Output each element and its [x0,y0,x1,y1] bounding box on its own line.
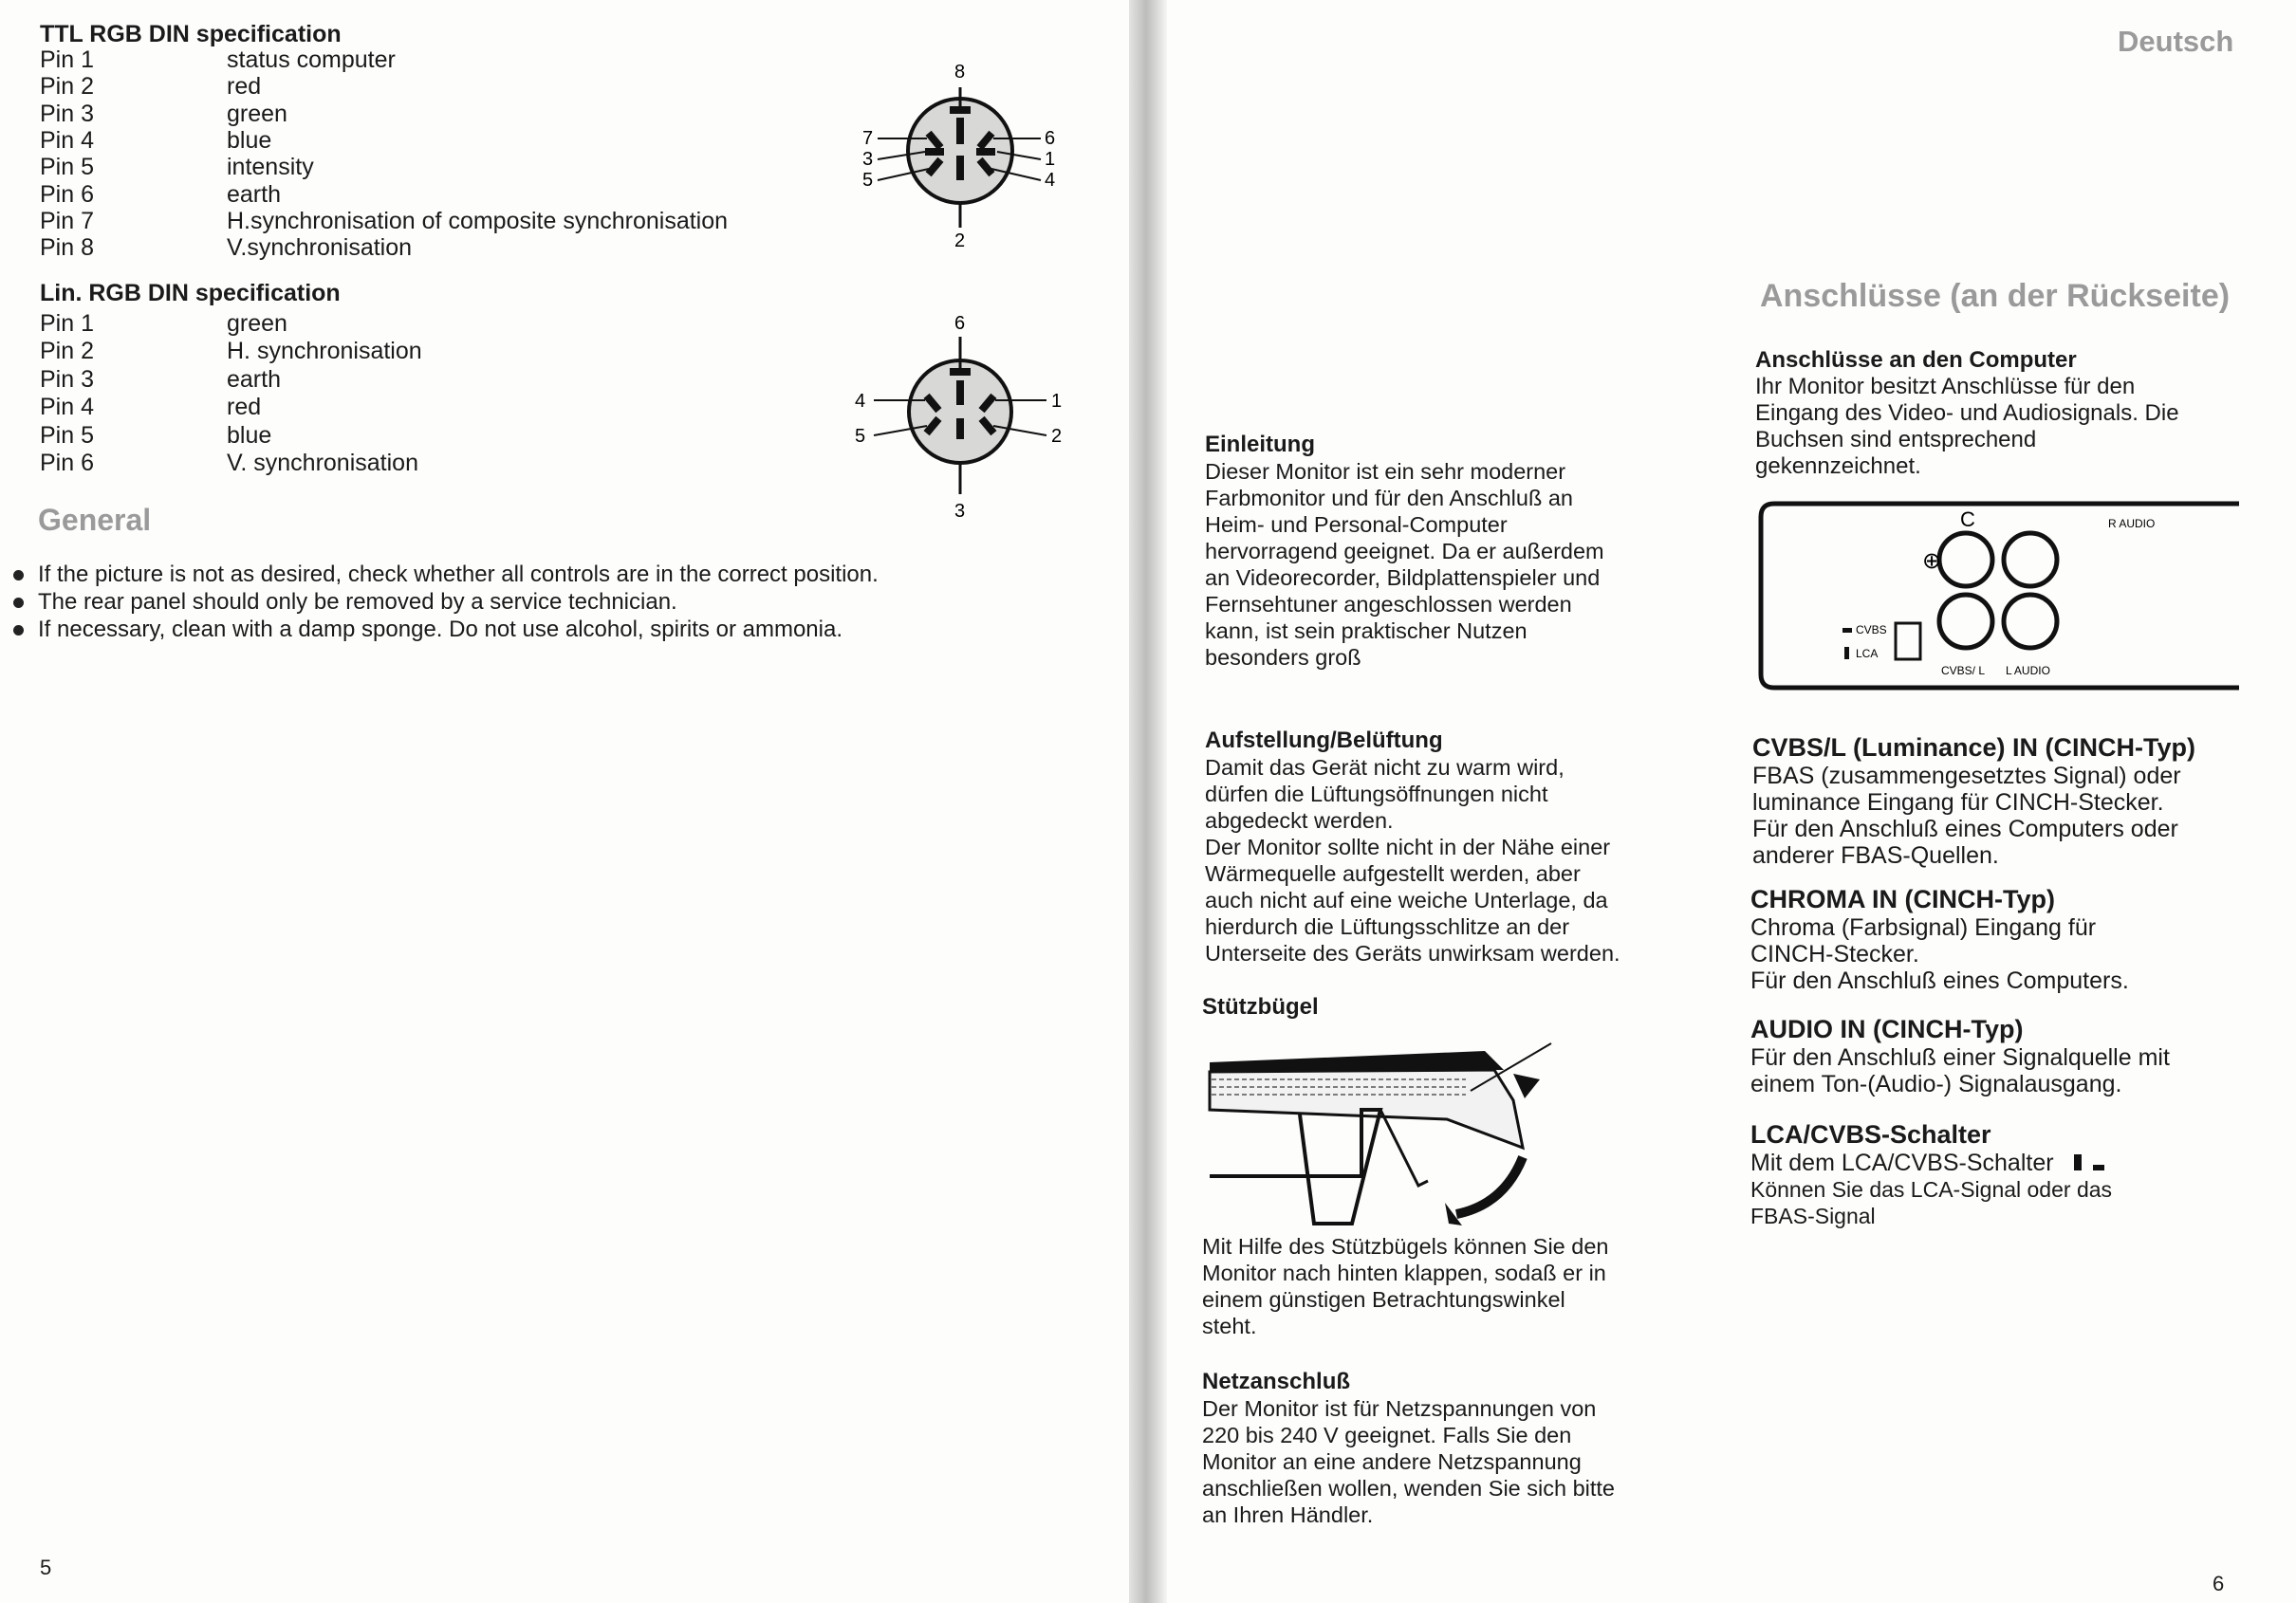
lca-line-0: Mit dem LCA/CVBS-Schalter [1750,1150,2054,1176]
lca-section [1750,1120,2253,1229]
pin-description: blue [227,421,272,449]
ttl-label-l1: 7 [862,128,874,149]
text-line: abgedeckt werden. [1205,808,1394,833]
lin-label-r1: 1 [1051,391,1063,412]
text-line: Buchsen sind entsprechend [1755,427,2037,452]
einleitung-text [1205,458,1717,671]
lin-label-l2: 5 [855,426,866,447]
pin-number: Pin 2 [40,338,94,365]
text-line: hervorragend geeignet. Da er außerdem [1205,539,1604,563]
netzanschluss-section [1202,1369,1714,1528]
text-line: CINCH-Stecker. [1750,941,1919,967]
text-line: Eingang des Video- und Audiosignals. Die [1755,400,2179,426]
pin-row [40,394,989,420]
left-page [0,0,1143,1603]
text-line: Für den Anschluß eines Computers oder [1752,816,2178,842]
general-heading: General [38,503,152,537]
ttl-label-l2: 3 [862,149,874,170]
panel-label-cvbs-l: CVBS/ L [1941,664,1986,677]
text-line: Farbmonitor und für den Anschluß an [1205,486,1573,510]
pin-number: Pin 8 [40,234,94,262]
computer-text [1755,374,2258,480]
pin-number: Pin 3 [40,365,94,393]
book-gutter [1129,0,1167,1603]
general-bullet: If the picture is not as desired, check whether all controls are in the correct position. [38,562,879,587]
text-line: Ihr Monitor besitzt Anschlüsse für den [1755,374,2136,399]
text-line: gekennzeichnet. [1755,453,1921,479]
cvbs-text [1752,763,2255,869]
pin-row [40,101,989,127]
pin-description: red [227,73,262,101]
chroma-text [1750,914,2253,994]
pin-row [40,234,989,261]
computer-title: Anschlüsse an den Computer [1755,347,2077,373]
text-line: Unterseite des Geräts unwirksam werden. [1205,941,1620,966]
text-line: auch nicht auf eine weiche Unterlage, da [1205,888,1608,912]
pin-number: Pin 6 [40,450,94,476]
text-line: an Videorecorder, Bildplattenspieler und [1205,565,1601,590]
ttl-label-r1: 6 [1045,128,1056,149]
lin-din-connector [849,308,1077,526]
netzanschluss-text [1202,1395,1714,1528]
right-page [1143,0,2296,1603]
lin-label-bottom: 3 [954,501,966,522]
pin-description: earth [227,180,281,208]
text-line: einem günstigen Betrachtungswinkel [1202,1287,1565,1312]
pin-number: Pin 2 [40,73,94,101]
panel-label-lca: LCA [1856,647,1879,660]
ttl-title: TTL RGB DIN specification [40,21,342,47]
panel-label-cvbs: CVBS [1856,623,1887,636]
pin-row [40,181,989,208]
panel-label-ground: ⊕ [1922,548,1942,574]
text-line: anschließen wollen, wenden Sie sich bitte [1202,1476,1616,1501]
pin-description: H. synchronisation [227,338,422,365]
text-line: Monitor an eine andere Netzspannung [1202,1449,1582,1474]
lca-text [1750,1150,2253,1229]
pin-row [40,73,989,100]
aufstellung-section [1205,728,1717,967]
stuetzbuegel-text [1202,1233,1714,1339]
panel-label-l-audio: L AUDIO [2006,664,2050,677]
lca-switch-icon [2074,1154,2082,1170]
netzanschluss-title: Netzanschluß [1202,1369,1351,1394]
language-label: Deutsch [2118,25,2234,58]
pin-number: Pin 5 [40,421,94,449]
ttl-label-bottom: 2 [954,230,966,251]
ttl-label-r3: 4 [1045,170,1056,191]
ttl-label-r2: 1 [1045,149,1056,170]
text-line: luminance Eingang für CINCH-Stecker. [1752,789,2164,816]
pin-row [40,154,989,180]
rear-panel-diagram [1753,498,2239,697]
pin-description: status computer [227,46,396,73]
pin-number: Pin 6 [40,180,94,208]
pin-number: Pin 1 [40,46,94,73]
ttl-label-l3: 5 [862,170,874,191]
pin-row [40,338,989,364]
pin-row [40,127,989,154]
chroma-section [1750,885,2253,994]
pin-row [40,208,989,234]
pin-row [40,422,989,449]
page-number-right: 6 [2213,1572,2225,1595]
text-line: einem Ton-(Audio-) Signalausgang. [1750,1071,2122,1097]
text-line: besonders groß [1205,645,1361,670]
pin-number: Pin 4 [40,126,94,154]
stuetzbuegel-title: Stützbügel [1202,994,1319,1020]
lin-title: Lin. RGB DIN specification [40,280,341,306]
chroma-title: CHROMA IN (CINCH-Typ) [1750,885,2055,913]
lca-line-1: Können Sie das LCA-Signal oder das [1750,1177,2113,1202]
text-line: dürfen die Lüftungsöffnungen nicht [1205,782,1548,806]
text-line: Der Monitor sollte nicht in der Nähe einer [1205,835,1611,859]
text-line: an Ihren Händler. [1202,1502,1374,1527]
pin-row [40,46,989,73]
pin-description: V.synchronisation [227,234,413,262]
text-line: FBAS (zusammengesetztes Signal) oder [1752,763,2181,789]
text-line: Der Monitor ist für Netzspannungen von [1202,1396,1597,1421]
pin-number: Pin 3 [40,100,94,127]
lca-title: LCA/CVBS-Schalter [1750,1120,1991,1149]
text-line: Fernsehtuner angeschlossen werden [1205,592,1572,617]
pin-description: V. synchronisation [227,450,418,476]
text-line: Dieser Monitor ist ein sehr moderner [1205,459,1566,484]
text-line: anderer FBAS-Quellen. [1752,842,1999,869]
pin-description: green [227,310,287,337]
panel-label-c: C [1960,507,1975,531]
audio-text [1750,1044,2253,1097]
lin-label-r2: 2 [1051,426,1063,447]
text-line: Wärmequelle aufgestellt werden, aber [1205,861,1581,886]
text-line: 220 bis 240 V geeignet. Falls Sie den [1202,1423,1572,1447]
audio-section [1750,1015,2253,1097]
pin-number: Pin 5 [40,154,94,181]
pin-description: H.synchronisation of composite synchronisation [227,207,729,234]
stand-illustration [1200,1034,1637,1243]
pin-description: red [227,394,262,421]
lca-line-2: FBAS-Signal [1750,1204,1876,1228]
einleitung-title: Einleitung [1205,432,1315,457]
text-line: Monitor nach hinten klappen, sodaß er in [1202,1261,1606,1285]
aufstellung-text [1205,754,1717,967]
pin-row [40,366,989,393]
section-heading: Anschlüsse (an der Rückseite) [1760,278,2231,314]
pin-description: green [227,100,287,127]
pin-row [40,310,989,337]
general-bullet: The rear panel should only be removed by a service technician. [38,589,677,615]
pin-description: blue [227,126,272,154]
ttl-label-top: 8 [954,62,966,83]
pin-description: earth [227,365,281,393]
text-line: Damit das Gerät nicht zu warm wird, [1205,755,1565,780]
pin-description: intensity [227,154,314,181]
text-line: Chroma (Farbsignal) Eingang für [1750,914,2097,941]
cvbs-switch-icon [2093,1165,2104,1170]
text-line: kann, ist sein praktischer Nutzen [1205,618,1528,643]
aufstellung-title: Aufstellung/Belüftung [1205,728,1443,753]
pin-number: Pin 7 [40,207,94,234]
lin-label-top: 6 [954,313,966,334]
einleitung-section [1205,432,1717,671]
computer-section [1755,347,2258,480]
text-line: Mit Hilfe des Stützbügels können Sie den [1202,1234,1609,1259]
text-line: steht. [1202,1314,1257,1338]
pin-number: Pin 4 [40,394,94,421]
text-line: hierdurch die Lüftungsschlitze an der [1205,914,1570,939]
cvbs-title: CVBS/L (Luminance) IN (CINCH-Typ) [1752,733,2196,762]
cvbs-section [1752,733,2255,869]
lin-label-l1: 4 [855,391,866,412]
panel-label-r-audio: R AUDIO [2108,517,2156,530]
pin-number: Pin 1 [40,310,94,337]
text-line: Für den Anschluß eines Computers. [1750,967,2129,994]
ttl-din-connector [859,57,1067,256]
pin-row [40,450,989,476]
text-line: Für den Anschluß einer Signalquelle mit [1750,1044,2170,1071]
page-number-left: 5 [40,1556,52,1579]
audio-title: AUDIO IN (CINCH-Typ) [1750,1015,2024,1043]
text-line: Heim- und Personal-Computer [1205,512,1508,537]
general-bullet: If necessary, clean with a damp sponge. Do not use alcohol, spirits or ammonia. [38,617,842,642]
